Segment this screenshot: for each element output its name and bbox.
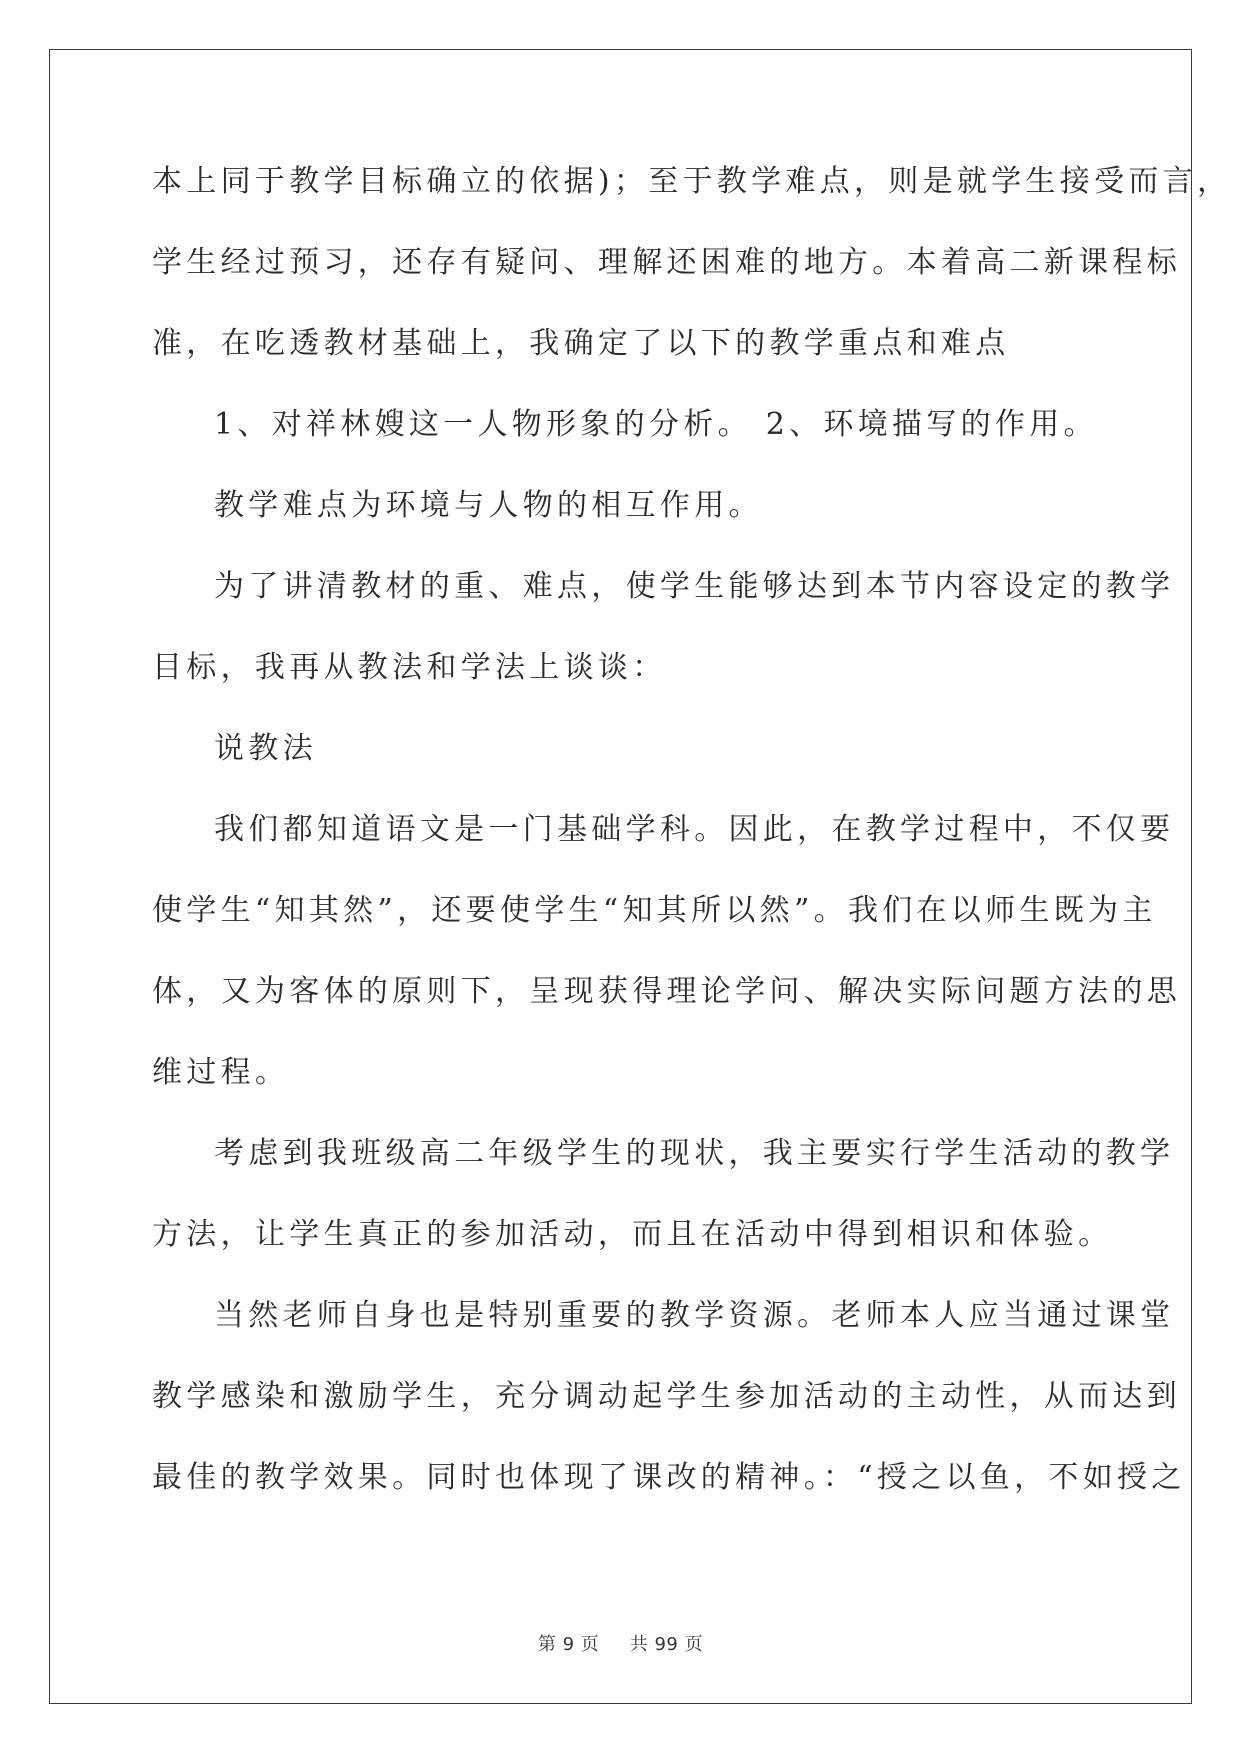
text-line: 准，在吃透教材基础上，我确定了以下的教学重点和难点: [152, 326, 1010, 361]
text-line: 最佳的教学效果。同时也体现了课改的精神。：“授之以鱼，不如授之: [152, 1460, 1186, 1495]
text-line: 目标，我再从教法和学法上谈谈：: [152, 650, 667, 685]
page-number: 第 9 页: [537, 1634, 600, 1655]
page-footer: [0, 1630, 1241, 1656]
section-heading: 说教法: [214, 731, 317, 766]
text-line: 当然老师自身也是特别重要的教学资源。老师本人应当通过课堂: [214, 1298, 1175, 1333]
text-line: 维过程。: [152, 1055, 290, 1090]
text-line: 1、对祥林嫂这一人物形象的分析。 2、环境描写的作用。: [214, 407, 1098, 442]
text-line: 学生经过预习，还存有疑问、理解还困难的地方。本着高二新课程标: [152, 245, 1181, 280]
text-line: 使学生“知其然”，还要使学生“知其所以然”。我们在以师生既为主: [152, 893, 1157, 928]
total-pages: 共 99 页: [629, 1634, 704, 1655]
text-line: 教学感染和激励学生，充分调动起学生参加活动的主动性，从而达到: [152, 1379, 1181, 1414]
text-line: 考虑到我班级高二年级学生的现状，我主要实行学生活动的教学: [214, 1136, 1175, 1171]
text-line: 为了讲清教材的重、难点，使学生能够达到本节内容设定的教学: [214, 569, 1175, 604]
page-border: [49, 49, 1192, 1704]
text-line: 方法，让学生真正的参加活动，而且在活动中得到相识和体验。: [152, 1217, 1113, 1252]
text-line: 我们都知道语文是一门基础学科。因此，在教学过程中，不仅要: [214, 812, 1175, 847]
text-line: 教学难点为环境与人物的相互作用。: [214, 488, 763, 523]
text-line: 体，又为客体的原则下，呈现获得理论学问、解决实际问题方法的思: [152, 974, 1181, 1009]
text-line: 本上同于教学目标确立的依据)；至于教学难点，则是就学生接受而言，: [152, 164, 1232, 199]
